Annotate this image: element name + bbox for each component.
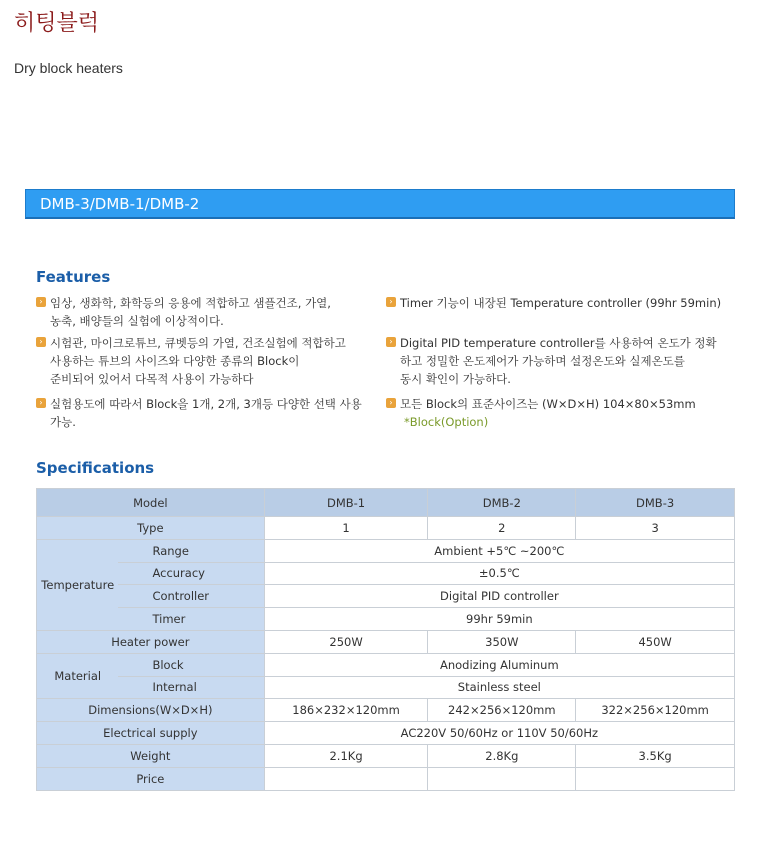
table-cell: Stainless steel xyxy=(264,676,734,699)
table-cell: 99hr 59min xyxy=(264,608,734,631)
chevron-right-icon: › xyxy=(386,297,396,307)
chevron-right-icon: › xyxy=(36,398,46,408)
table-cell: AC220V 50/60Hz or 110V 50/60Hz xyxy=(264,722,734,745)
table-header-cell: DMB-1 xyxy=(264,489,428,517)
table-cell: 250W xyxy=(264,630,428,653)
table-row xyxy=(37,517,735,540)
feature-note: *Block(Option) xyxy=(404,415,489,429)
table-cell: 1 xyxy=(264,517,428,540)
model-bar xyxy=(25,189,735,219)
feature-text: 시험관, 마이크로튜브, 큐벳등의 가열, 건조실험에 적합하고 사용하는 튜브의 사이즈와 다양한 종류의 Block이 준비되어 있어서 다목적 사용이 가능하다 xyxy=(50,336,346,386)
table-row xyxy=(37,608,735,631)
specifications-table xyxy=(36,488,735,791)
table-cell: 2 xyxy=(428,517,576,540)
row-sub-label: Internal xyxy=(118,676,264,699)
table-cell: 322×256×120mm xyxy=(576,699,735,722)
feature-text: 모든 Block의 표준사이즈는 (W×D×H) 104×80×53mm xyxy=(400,397,696,411)
feature-item xyxy=(36,334,376,388)
row-group-label: Temperature xyxy=(37,539,119,630)
page-subtitle: Dry block heaters xyxy=(14,60,123,76)
table-cell: Ambient +5℃ ~200℃ xyxy=(264,539,734,562)
chevron-right-icon: › xyxy=(386,337,396,347)
feature-item xyxy=(386,294,736,312)
table-cell: 450W xyxy=(576,630,735,653)
table-row xyxy=(37,722,735,745)
table-header-row xyxy=(37,489,735,517)
table-cell: 3.5Kg xyxy=(576,744,735,767)
feature-item xyxy=(36,294,376,330)
table-row xyxy=(37,630,735,653)
table-row xyxy=(37,676,735,699)
feature-text: Digital PID temperature controller를 사용하여 온도가 정확 하고 정밀한 온도제어가 가능하며 설정온도와 실제온도를 동시 확인이 가능하다. xyxy=(400,336,717,386)
table-cell: Anodizing Aluminum xyxy=(264,653,734,676)
row-group-label: Material xyxy=(37,653,119,699)
row-sub-label: Controller xyxy=(118,585,264,608)
feature-item xyxy=(386,395,736,431)
table-row xyxy=(37,585,735,608)
row-label: Weight xyxy=(37,744,265,767)
features-heading: Features xyxy=(36,268,111,286)
table-row xyxy=(37,653,735,676)
table-row xyxy=(37,539,735,562)
specifications-heading: Specifications xyxy=(36,459,155,477)
row-label: Type xyxy=(37,517,265,540)
table-cell: ±0.5℃ xyxy=(264,562,734,585)
table-cell: Digital PID controller xyxy=(264,585,734,608)
table-row xyxy=(37,562,735,585)
row-sub-label: Range xyxy=(118,539,264,562)
table-cell: 3 xyxy=(576,517,735,540)
table-cell: 2.8Kg xyxy=(428,744,576,767)
table-cell: 186×232×120mm xyxy=(264,699,428,722)
chevron-right-icon: › xyxy=(36,337,46,347)
feature-item xyxy=(386,334,736,388)
chevron-right-icon: › xyxy=(36,297,46,307)
table-row xyxy=(37,767,735,790)
table-cell: 242×256×120mm xyxy=(428,699,576,722)
feature-text: Timer 기능이 내장된 Temperature controller (99hr 59min) xyxy=(400,296,722,310)
table-cell xyxy=(264,767,428,790)
row-label: Price xyxy=(37,767,265,790)
table-row xyxy=(37,744,735,767)
page-title: 히팅블럭 xyxy=(14,11,100,36)
model-bar-label: DMB-3/DMB-1/DMB-2 xyxy=(40,195,200,213)
table-cell: 2.1Kg xyxy=(264,744,428,767)
feature-text: 임상, 생화학, 화학등의 응용에 적합하고 샘플건조, 가열, 농축, 배양들의 실험에 이상적이다. xyxy=(50,296,331,328)
row-sub-label: Block xyxy=(118,653,264,676)
row-sub-label: Timer xyxy=(118,608,264,631)
row-label: Heater power xyxy=(37,630,265,653)
feature-item xyxy=(36,395,376,431)
table-header-cell: DMB-2 xyxy=(428,489,576,517)
row-sub-label: Accuracy xyxy=(118,562,264,585)
table-cell xyxy=(576,767,735,790)
row-label: Electrical supply xyxy=(37,722,265,745)
table-cell xyxy=(428,767,576,790)
table-cell: 350W xyxy=(428,630,576,653)
table-row xyxy=(37,699,735,722)
table-header-cell: DMB-3 xyxy=(576,489,735,517)
row-label: Dimensions(W×D×H) xyxy=(37,699,265,722)
table-header-cell: Model xyxy=(37,489,265,517)
chevron-right-icon: › xyxy=(386,398,396,408)
feature-text: 실험용도에 따라서 Block을 1개, 2개, 3개등 다양한 선택 사용 가능. xyxy=(50,397,362,429)
